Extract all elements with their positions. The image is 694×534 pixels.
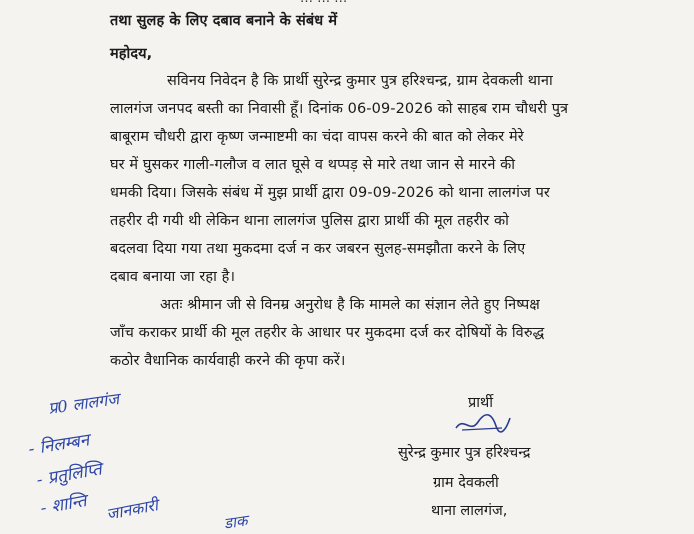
handwritten-note-line: जानकारी bbox=[104, 495, 160, 524]
body-line: दबाव बनाया जा रहा है। bbox=[110, 269, 236, 285]
body-line: घर में घुसकर गाली-गलौज व लात घूसे व थप्पड़ से मारे तथा जान से मारने की bbox=[110, 157, 516, 173]
handwritten-note-line: - निलम्बन bbox=[27, 430, 91, 460]
signature-name: सुरेन्द्र कुमार पुत्र हरिश्चन्द्र bbox=[398, 445, 531, 461]
body-line: बाबूराम चौधरी द्वारा कृष्ण जन्माष्टमी का चंदा वापस करने की बात को लेकर मेरे bbox=[110, 129, 524, 145]
handwritten-note-line: डाक bbox=[222, 511, 249, 533]
body-line: सविनय निवेदन है कि प्रार्थी सुरेन्द्र कुमार पुत्र हरिश्चन्द्र, ग्राम देवकली थाना bbox=[167, 73, 553, 89]
body-line: कठोर वैधानिक कार्यवाही करने की कृपा करें। bbox=[110, 353, 346, 369]
signature-label: प्रार्थी bbox=[468, 395, 494, 411]
handwritten-note-line: - प्रतुलिप्ति bbox=[35, 459, 104, 491]
handwritten-note-line: - शान्ति bbox=[38, 491, 89, 519]
body-line: तहरीर दी गयी थी लेकिन थाना लालगंज पुलिस द्वारा प्रार्थी की मूल तहरीर को bbox=[110, 213, 510, 229]
body-line: जाँच कराकर प्रार्थी की मूल तहरीर के आधार पर मुकदमा दर्ज कर दोषियों के विरुद्ध bbox=[110, 325, 545, 341]
signature-village: ग्राम देवकली bbox=[433, 475, 499, 491]
salutation: महोदय, bbox=[110, 46, 153, 62]
body-line: अतः श्रीमान जी से विनम्र अनुरोध है कि मामले का संज्ञान लेते हुए निष्पक्ष bbox=[160, 297, 540, 313]
body-line: धमकी दिया। जिसके संबंध में मुझ प्रार्थी द्वारा 09-09-2026 को थाना लालगंज पर bbox=[110, 185, 550, 201]
signature-scribble bbox=[452, 410, 512, 436]
body-line: बदलवा दिया गया तथा मुकदमा दर्ज न कर जबरन सुलह-समझौता करने के लिए bbox=[110, 241, 526, 257]
cropped-top-text bbox=[300, 0, 347, 6]
signature-thana: थाना लालगंज, bbox=[431, 503, 508, 519]
body-line: लालगंज जनपद बस्ती का निवासी हूँ। दिनांक 06-09-2026 को साहब राम चौधरी पुत्र bbox=[110, 101, 569, 117]
subject-line: तथा सुलह के लिए दबाव बनाने के संबंध में bbox=[110, 13, 338, 29]
handwritten-note-line: प्र0 लालगंज bbox=[47, 389, 121, 418]
